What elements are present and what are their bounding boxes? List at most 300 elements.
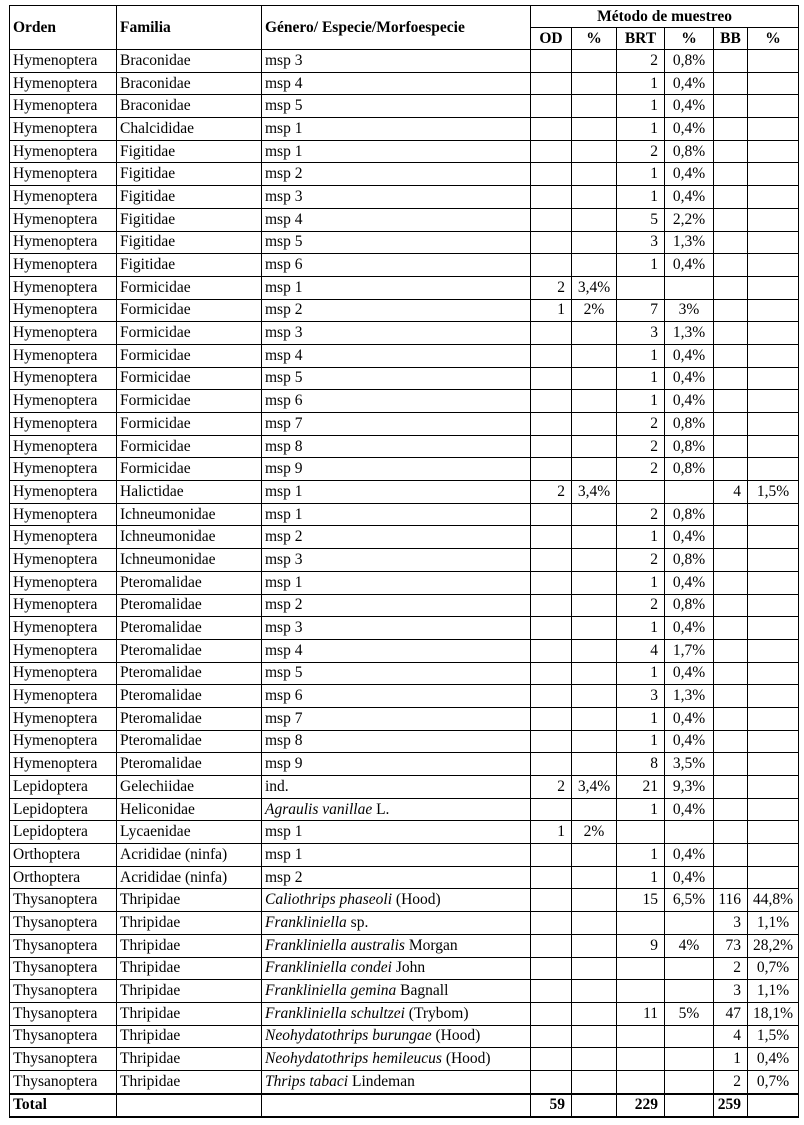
table-row	[10, 118, 799, 141]
taxon-text: (Hood)	[441, 1050, 491, 1068]
table-row	[10, 299, 799, 322]
cell-taxon	[262, 322, 531, 345]
cell-familia: Pteromalidae	[117, 662, 262, 685]
taxon-text: Morgan	[404, 936, 458, 954]
cell-brt	[617, 980, 665, 1003]
cell-brt-pct: 0,8%	[665, 50, 714, 73]
cell-od-pct	[572, 617, 617, 640]
cell-brt: 1	[617, 118, 665, 141]
header-bb: BB	[714, 28, 748, 50]
table-row	[10, 776, 799, 799]
cell-brt-pct: 0,4%	[665, 186, 714, 209]
cell-taxon	[262, 707, 531, 730]
cell-od	[531, 163, 572, 186]
cell-od-pct	[572, 435, 617, 458]
table-row	[10, 549, 799, 572]
cell-familia: Figitidae	[117, 231, 262, 254]
cell-brt: 2	[617, 413, 665, 436]
table-row	[10, 821, 799, 844]
cell-orden: Hymenoptera	[10, 390, 117, 413]
cell-od: 1	[531, 821, 572, 844]
table-row	[10, 685, 799, 708]
cell-od	[531, 526, 572, 549]
cell-bb-pct: 18,1%	[748, 1002, 799, 1025]
cell-orden: Hymenoptera	[10, 344, 117, 367]
cell-od-pct	[572, 118, 617, 141]
cell-od: 2	[531, 276, 572, 299]
cell-familia: Thripidae	[117, 1025, 262, 1048]
cell-familia: Formicidae	[117, 367, 262, 390]
taxon-italic: Frankliniella australis	[265, 936, 405, 954]
taxon-text: msp 3	[265, 187, 303, 205]
taxon-text: msp 1	[265, 119, 303, 137]
cell-bb-pct	[748, 776, 799, 799]
cell-taxon	[262, 912, 531, 935]
table-row	[10, 503, 799, 526]
cell-brt: 7	[617, 299, 665, 322]
cell-bb	[714, 140, 748, 163]
cell-od	[531, 231, 572, 254]
cell-od	[531, 730, 572, 753]
cell-orden: Orthoptera	[10, 866, 117, 889]
cell-od-pct	[572, 1002, 617, 1025]
cell-bb-pct	[748, 118, 799, 141]
cell-bb: 2	[714, 957, 748, 980]
table-row	[10, 413, 799, 436]
cell-bb: 2	[714, 1070, 748, 1093]
taxon-text: msp 1	[265, 573, 303, 591]
cell-od	[531, 1025, 572, 1048]
cell-familia: Formicidae	[117, 322, 262, 345]
cell-bb-pct	[748, 571, 799, 594]
cell-orden: Hymenoptera	[10, 458, 117, 481]
cell-bb	[714, 367, 748, 390]
cell-brt: 1	[617, 617, 665, 640]
taxon-text: msp 2	[265, 528, 303, 546]
cell-taxon	[262, 730, 531, 753]
cell-bb	[714, 344, 748, 367]
cell-brt: 1	[617, 95, 665, 118]
cell-od: 2	[531, 776, 572, 799]
cell-od	[531, 390, 572, 413]
cell-bb	[714, 208, 748, 231]
cell-taxon	[262, 776, 531, 799]
cell-brt	[617, 821, 665, 844]
table-row	[10, 481, 799, 504]
cell-familia: Figitidae	[117, 140, 262, 163]
cell-orden: Lepidoptera	[10, 776, 117, 799]
cell-brt-pct: 2,2%	[665, 208, 714, 231]
cell-od-pct	[572, 163, 617, 186]
cell-brt: 2	[617, 503, 665, 526]
cell-brt: 2	[617, 458, 665, 481]
taxon-text: msp 1	[265, 482, 303, 500]
cell-od-pct	[572, 503, 617, 526]
taxon-text: Lindeman	[348, 1072, 415, 1090]
cell-brt: 21	[617, 776, 665, 799]
cell-bb-pct	[748, 617, 799, 640]
cell-taxon	[262, 413, 531, 436]
cell-orden: Hymenoptera	[10, 276, 117, 299]
cell-brt-pct: 6,5%	[665, 889, 714, 912]
table-row	[10, 571, 799, 594]
cell-od-pct	[572, 72, 617, 95]
cell-od-pct	[572, 413, 617, 436]
cell-bb-pct: 1,1%	[748, 980, 799, 1003]
cell-brt-pct: 0,4%	[665, 866, 714, 889]
table-row	[10, 72, 799, 95]
cell-od-pct	[572, 526, 617, 549]
cell-od	[531, 140, 572, 163]
table-row	[10, 390, 799, 413]
header-metodo: Método de muestreo	[531, 6, 799, 28]
taxon-text: msp 6	[265, 256, 303, 274]
table-row	[10, 163, 799, 186]
cell-familia: Thripidae	[117, 980, 262, 1003]
cell-taxon	[262, 95, 531, 118]
cell-brt: 8	[617, 753, 665, 776]
cell-bb	[714, 458, 748, 481]
cell-brt-pct: 0,4%	[665, 95, 714, 118]
cell-brt-pct: 0,8%	[665, 594, 714, 617]
cell-brt-pct: 0,4%	[665, 163, 714, 186]
cell-bb-pct	[748, 458, 799, 481]
cell-familia: Ichneumonidae	[117, 503, 262, 526]
cell-bb-pct	[748, 344, 799, 367]
cell-bb-pct	[748, 707, 799, 730]
cell-od	[531, 980, 572, 1003]
cell-brt: 1	[617, 163, 665, 186]
cell-orden: Hymenoptera	[10, 367, 117, 390]
cell-orden: Hymenoptera	[10, 503, 117, 526]
cell-orden: Thysanoptera	[10, 1048, 117, 1071]
cell-od-pct	[572, 934, 617, 957]
cell-od-pct	[572, 254, 617, 277]
cell-familia: Pteromalidae	[117, 594, 262, 617]
table-row	[10, 866, 799, 889]
taxon-text: msp 3	[265, 324, 303, 342]
cell-bb	[714, 118, 748, 141]
cell-bb-pct: 0,4%	[748, 1048, 799, 1071]
cell-taxon	[262, 254, 531, 277]
table-row	[10, 95, 799, 118]
table-row	[10, 276, 799, 299]
cell-brt-pct: 1,3%	[665, 685, 714, 708]
cell-od-pct	[572, 730, 617, 753]
cell-od-pct	[572, 322, 617, 345]
table-row	[10, 707, 799, 730]
cell-bb	[714, 821, 748, 844]
header-brt: BRT	[617, 28, 665, 50]
cell-brt	[617, 1048, 665, 1071]
table-row	[10, 435, 799, 458]
cell-brt-pct: 0,4%	[665, 571, 714, 594]
cell-bb-pct	[748, 866, 799, 889]
cell-od-pct	[572, 571, 617, 594]
cell-orden: Thysanoptera	[10, 980, 117, 1003]
cell-taxon	[262, 458, 531, 481]
cell-orden: Thysanoptera	[10, 1025, 117, 1048]
cell-brt: 3	[617, 231, 665, 254]
cell-bb-pct: 0,7%	[748, 957, 799, 980]
taxon-text: msp 5	[265, 233, 303, 251]
cell-brt-pct: 0,4%	[665, 390, 714, 413]
header-genero: Género/ Especie/Morfoespecie	[262, 6, 531, 50]
cell-od: 2	[531, 481, 572, 504]
cell-brt-pct: 1,3%	[665, 322, 714, 345]
cell-od-pct	[572, 798, 617, 821]
taxon-text: msp 1	[265, 142, 303, 160]
cell-bb: 73	[714, 934, 748, 957]
taxon-italic: Frankliniella schultzei	[265, 1004, 405, 1022]
cell-od-pct	[572, 844, 617, 867]
cell-bb-pct: 28,2%	[748, 934, 799, 957]
cell-od-pct	[572, 208, 617, 231]
cell-orden: Thysanoptera	[10, 934, 117, 957]
cell-od	[531, 639, 572, 662]
taxon-text: msp 3	[265, 619, 303, 637]
cell-bb	[714, 617, 748, 640]
cell-familia: Acrididae (ninfa)	[117, 844, 262, 867]
cell-familia: Pteromalidae	[117, 707, 262, 730]
cell-bb-pct	[748, 594, 799, 617]
cell-bb-pct	[748, 503, 799, 526]
cell-orden: Hymenoptera	[10, 413, 117, 436]
cell-familia: Pteromalidae	[117, 685, 262, 708]
total-label: Total	[10, 1094, 117, 1118]
taxon-text: msp 4	[265, 346, 303, 364]
cell-taxon	[262, 594, 531, 617]
cell-taxon	[262, 821, 531, 844]
taxon-text: msp 8	[265, 437, 303, 455]
taxon-text: msp 9	[265, 755, 303, 773]
cell-taxon	[262, 231, 531, 254]
header-row	[10, 6, 799, 28]
cell-taxon	[262, 367, 531, 390]
cell-taxon	[262, 186, 531, 209]
taxon-text: msp 2	[265, 596, 303, 614]
table-row	[10, 186, 799, 209]
cell-od: 1	[531, 299, 572, 322]
cell-brt: 1	[617, 798, 665, 821]
cell-od	[531, 254, 572, 277]
cell-bb-pct	[748, 798, 799, 821]
cell-orden: Lepidoptera	[10, 798, 117, 821]
cell-bb	[714, 435, 748, 458]
cell-orden: Thysanoptera	[10, 889, 117, 912]
cell-orden: Hymenoptera	[10, 662, 117, 685]
cell-taxon	[262, 276, 531, 299]
cell-bb-pct	[748, 662, 799, 685]
cell-brt-pct: 0,4%	[665, 662, 714, 685]
cell-brt-pct: 0,4%	[665, 730, 714, 753]
table-row	[10, 934, 799, 957]
cell-od-pct	[572, 1025, 617, 1048]
cell-familia: Pteromalidae	[117, 639, 262, 662]
taxon-text: msp 4	[265, 210, 303, 228]
cell-brt: 1	[617, 866, 665, 889]
cell-brt-pct: 0,8%	[665, 549, 714, 572]
cell-taxon	[262, 617, 531, 640]
cell-od	[531, 912, 572, 935]
cell-bb	[714, 707, 748, 730]
cell-familia: Lycaenidae	[117, 821, 262, 844]
cell-familia: Thripidae	[117, 1048, 262, 1071]
taxon-text: msp 2	[265, 165, 303, 183]
cell-taxon	[262, 549, 531, 572]
table-row	[10, 662, 799, 685]
cell-orden: Hymenoptera	[10, 594, 117, 617]
cell-od-pct	[572, 344, 617, 367]
cell-brt: 1	[617, 344, 665, 367]
cell-taxon	[262, 1025, 531, 1048]
cell-brt: 2	[617, 435, 665, 458]
table-row	[10, 231, 799, 254]
cell-od-pct	[572, 140, 617, 163]
cell-familia: Pteromalidae	[117, 617, 262, 640]
cell-od	[531, 458, 572, 481]
cell-bb-pct: 44,8%	[748, 889, 799, 912]
cell-orden: Thysanoptera	[10, 912, 117, 935]
cell-brt: 1	[617, 844, 665, 867]
cell-brt-pct: 0,4%	[665, 344, 714, 367]
cell-brt	[617, 481, 665, 504]
cell-familia: Pteromalidae	[117, 753, 262, 776]
cell-orden: Thysanoptera	[10, 957, 117, 980]
cell-orden: Hymenoptera	[10, 95, 117, 118]
table-row	[10, 912, 799, 935]
cell-od	[531, 72, 572, 95]
cell-brt: 2	[617, 140, 665, 163]
cell-brt-pct: 0,8%	[665, 435, 714, 458]
cell-familia: Halictidae	[117, 481, 262, 504]
cell-familia: Pteromalidae	[117, 571, 262, 594]
species-table	[9, 5, 799, 1118]
total-empty-brtp	[665, 1094, 714, 1118]
cell-bb-pct	[748, 685, 799, 708]
cell-od	[531, 118, 572, 141]
cell-bb	[714, 299, 748, 322]
cell-brt: 2	[617, 50, 665, 73]
table-row	[10, 458, 799, 481]
cell-brt-pct: 9,3%	[665, 776, 714, 799]
taxon-text: msp 4	[265, 641, 303, 659]
taxon-text: L.	[372, 800, 390, 818]
cell-orden: Thysanoptera	[10, 1070, 117, 1093]
cell-bb-pct	[748, 95, 799, 118]
cell-brt-pct	[665, 980, 714, 1003]
cell-bb-pct	[748, 413, 799, 436]
cell-od	[531, 707, 572, 730]
cell-taxon	[262, 526, 531, 549]
cell-bb-pct	[748, 276, 799, 299]
cell-orden: Hymenoptera	[10, 549, 117, 572]
cell-od	[531, 50, 572, 73]
cell-od	[531, 549, 572, 572]
cell-od-pct	[572, 95, 617, 118]
cell-od-pct	[572, 685, 617, 708]
taxon-text: msp 5	[265, 97, 303, 115]
cell-brt-pct: 4%	[665, 934, 714, 957]
table-row	[10, 753, 799, 776]
cell-od-pct	[572, 390, 617, 413]
table-row	[10, 254, 799, 277]
cell-familia: Thripidae	[117, 934, 262, 957]
cell-familia: Figitidae	[117, 208, 262, 231]
cell-od-pct	[572, 549, 617, 572]
table-container	[9, 5, 799, 1118]
cell-bb	[714, 571, 748, 594]
table-row	[10, 322, 799, 345]
cell-brt-pct: 5%	[665, 1002, 714, 1025]
cell-bb	[714, 776, 748, 799]
cell-bb-pct	[748, 50, 799, 73]
cell-taxon	[262, 140, 531, 163]
cell-orden: Hymenoptera	[10, 72, 117, 95]
taxon-text: msp 1	[265, 278, 303, 296]
cell-familia: Formicidae	[117, 276, 262, 299]
cell-familia: Formicidae	[117, 390, 262, 413]
table-row	[10, 639, 799, 662]
cell-brt	[617, 912, 665, 935]
cell-od-pct	[572, 957, 617, 980]
cell-brt: 4	[617, 639, 665, 662]
taxon-text: (Hood)	[431, 1027, 481, 1045]
cell-bb-pct	[748, 140, 799, 163]
header-od: OD	[531, 28, 572, 50]
cell-brt-pct: 1,7%	[665, 639, 714, 662]
cell-brt-pct: 0,4%	[665, 798, 714, 821]
cell-bb-pct: 1,5%	[748, 481, 799, 504]
cell-bb-pct	[748, 730, 799, 753]
cell-familia: Braconidae	[117, 95, 262, 118]
cell-od	[531, 594, 572, 617]
cell-bb	[714, 254, 748, 277]
cell-od	[531, 798, 572, 821]
total-od: 59	[531, 1094, 572, 1118]
cell-brt: 1	[617, 72, 665, 95]
cell-bb-pct	[748, 72, 799, 95]
cell-od	[531, 1002, 572, 1025]
cell-bb-pct	[748, 186, 799, 209]
cell-bb-pct	[748, 367, 799, 390]
cell-bb	[714, 95, 748, 118]
taxon-italic: Neohydatothrips hemileucus	[265, 1050, 442, 1068]
cell-orden: Hymenoptera	[10, 435, 117, 458]
table-row	[10, 844, 799, 867]
cell-brt: 1	[617, 662, 665, 685]
cell-taxon	[262, 980, 531, 1003]
cell-od-pct	[572, 458, 617, 481]
cell-bb	[714, 798, 748, 821]
table-row	[10, 344, 799, 367]
cell-od-pct	[572, 186, 617, 209]
taxon-text: msp 2	[265, 301, 303, 319]
cell-taxon	[262, 390, 531, 413]
taxon-text: msp 1	[265, 505, 303, 523]
taxon-text: msp 9	[265, 460, 303, 478]
cell-od-pct	[572, 1048, 617, 1071]
cell-bb-pct	[748, 163, 799, 186]
cell-orden: Hymenoptera	[10, 231, 117, 254]
header-bb-pct: %	[748, 28, 799, 50]
cell-taxon	[262, 208, 531, 231]
cell-orden: Thysanoptera	[10, 1002, 117, 1025]
header-od-pct: %	[572, 28, 617, 50]
cell-bb	[714, 662, 748, 685]
cell-od-pct: 3,4%	[572, 276, 617, 299]
cell-bb-pct	[748, 844, 799, 867]
